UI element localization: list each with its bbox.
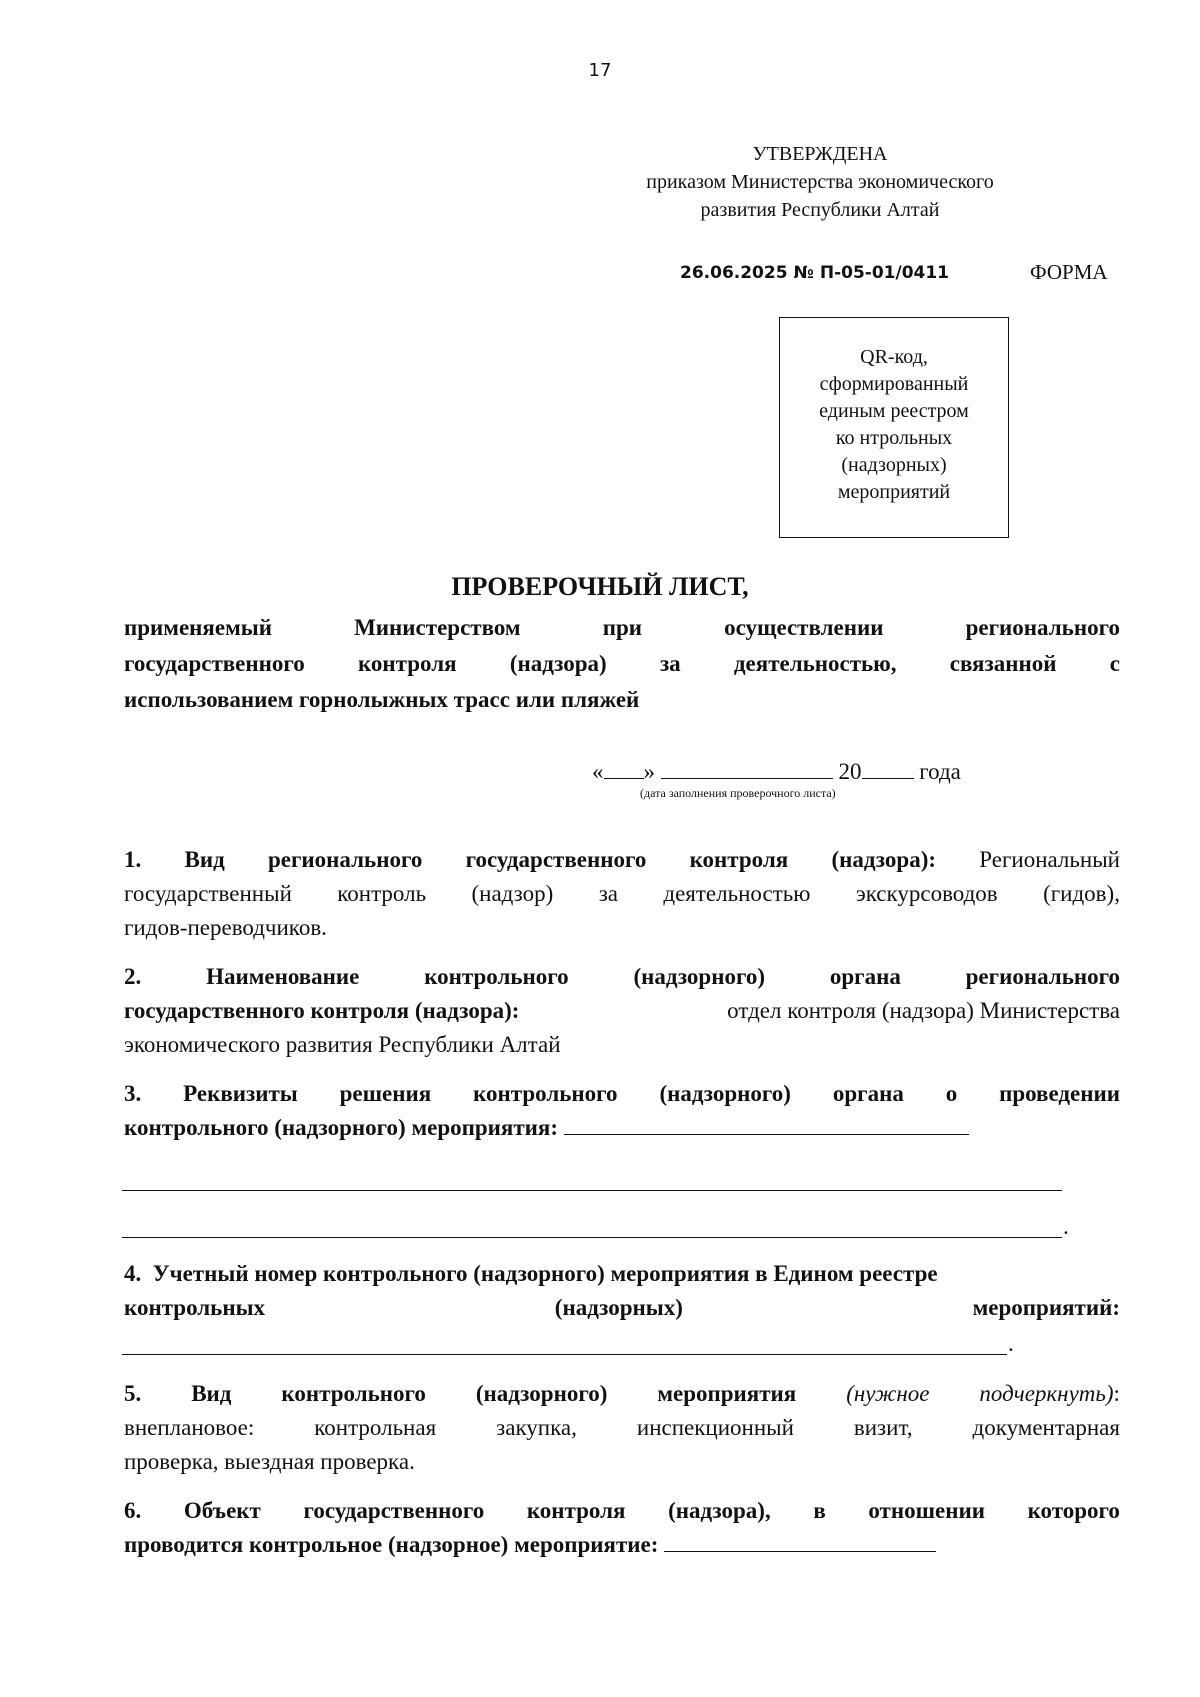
approval-stamp <box>560 140 1080 224</box>
s1-word: деятельностью <box>663 881 811 906</box>
s3-word: Реквизиты <box>183 1081 298 1106</box>
s4-line: 4. Учетный номер контрольного (надзорного) мероприятия в Едином реестре <box>124 1261 938 1286</box>
s4-word: мероприятий: <box>972 1295 1120 1320</box>
month-blank[interactable] <box>661 756 833 779</box>
s6-fill-blank[interactable] <box>664 1529 936 1552</box>
s3-word: органа <box>832 1081 904 1106</box>
s1-word: экскурсоводов <box>855 881 998 906</box>
subtitle-word: Министерством <box>354 615 521 640</box>
form-label: ФОРМА <box>1030 260 1108 284</box>
s4-fill-line[interactable] <box>122 1354 1007 1355</box>
s6-word: (надзора), <box>668 1498 771 1523</box>
s5-word: контрольного <box>281 1381 426 1406</box>
approval-line: приказом Министерства экономического <box>646 171 994 193</box>
s3-fill-blank[interactable] <box>564 1112 969 1135</box>
section-6 <box>124 1494 1120 1562</box>
s2-word: 2. <box>124 964 142 989</box>
s1-word: регионального <box>267 847 423 872</box>
s6-word: 6. <box>124 1498 142 1523</box>
document-subtitle <box>124 610 1120 718</box>
section-1 <box>124 843 1120 945</box>
section-2 <box>124 960 1120 1062</box>
s4-word: контрольных <box>124 1295 266 1320</box>
subtitle-word: с <box>1109 651 1120 676</box>
s5-word: инспекционный <box>636 1415 794 1440</box>
date-fill-line <box>592 756 961 785</box>
qr-text-line: сформированный <box>819 373 969 395</box>
approval-line: развития Республики Алтай <box>700 199 940 221</box>
s1-word: за <box>598 881 618 906</box>
s5-word: Вид <box>191 1381 232 1406</box>
s5-word: контрольная <box>314 1415 437 1440</box>
s1-word: (гидов), <box>1043 881 1120 906</box>
s1-word: контроля <box>689 847 789 872</box>
s1-word: (надзор) <box>471 881 554 906</box>
section-3 <box>124 1077 1120 1145</box>
s3-end-dot: . <box>1063 1214 1069 1239</box>
subtitle-word: контроля <box>357 651 457 676</box>
s1-word: контроль <box>337 881 427 906</box>
approval-line: УТВЕРЖДЕНА <box>752 143 888 165</box>
section-5 <box>124 1377 1120 1479</box>
s1-word: (надзора): <box>831 847 937 872</box>
day-blank[interactable] <box>604 756 644 779</box>
s5-word: (нужное <box>846 1381 930 1406</box>
s6-word: контроля <box>526 1498 626 1523</box>
s5-word: закупка, <box>496 1415 577 1440</box>
s3-word: контрольного <box>473 1081 618 1106</box>
order-reference: 26.06.2025 № П-05-01/0411 <box>680 263 950 283</box>
s2-phrase: отдел контроля (надзора) Министерства <box>727 998 1120 1023</box>
s6-word: государственного <box>303 1498 485 1523</box>
s3-line: контрольного (надзорного) мероприятия: <box>124 1115 559 1140</box>
s5-line: проверка, выездная проверка. <box>124 1449 415 1474</box>
close-quote: » <box>643 759 655 784</box>
qr-text-line: QR-код, <box>860 346 928 368</box>
qr-code-placeholder <box>779 317 1009 538</box>
s1-word: Региональный <box>979 847 1120 872</box>
s5-colon: : <box>1113 1381 1120 1406</box>
s6-word: которого <box>1027 1498 1120 1523</box>
subtitle-word: государственного <box>124 651 305 676</box>
s2-line: экономического развития Республики Алтай <box>124 1032 561 1057</box>
subtitle-word: применяемый <box>124 615 272 640</box>
s3-fill-line-3[interactable] <box>122 1237 1062 1238</box>
subtitle-word: деятельностью, <box>733 651 897 676</box>
s2-word: (надзорного) <box>633 964 766 989</box>
s1-word: государственного <box>465 847 647 872</box>
s2-word: Наименование <box>206 964 360 989</box>
s6-word: Объект <box>183 1498 261 1523</box>
subtitle-word: при <box>602 615 643 640</box>
s6-word: в <box>813 1498 826 1523</box>
page-number: 17 <box>588 60 612 81</box>
year-suffix: года <box>919 759 961 784</box>
s3-word: решения <box>339 1081 432 1106</box>
year-blank[interactable] <box>862 756 914 779</box>
subtitle-word: связанной <box>949 651 1057 676</box>
s5-word: документарная <box>972 1415 1120 1440</box>
subtitle-word: регионального <box>965 615 1120 640</box>
s2-word: регионального <box>965 964 1120 989</box>
s1-line: гидов-переводчиков. <box>124 915 327 940</box>
subtitle-word: за <box>659 651 681 676</box>
qr-text-line: единым реестром <box>819 400 969 422</box>
s5-word: подчеркнуть) <box>979 1381 1114 1406</box>
s3-word: проведении <box>999 1081 1120 1106</box>
s5-word: визит, <box>853 1415 913 1440</box>
s3-word: (надзорного) <box>659 1081 791 1106</box>
subtitle-line: использованием горнолыжных трасс или пляжей <box>124 687 640 712</box>
subtitle-word: (надзора) <box>509 651 607 676</box>
s2-word: контрольного <box>424 964 569 989</box>
s1-word: государственный <box>124 881 292 906</box>
s5-word: 5. <box>124 1381 142 1406</box>
date-caption: (дата заполнения проверочного листа) <box>640 786 836 800</box>
s6-word: отношении <box>868 1498 985 1523</box>
s1-word: Вид <box>184 847 225 872</box>
s2-bold-phrase: государственного контроля (надзора): <box>124 998 520 1023</box>
s5-word: (надзорного) <box>475 1381 608 1406</box>
s1-word: 1. <box>124 847 142 872</box>
document-title: ПРОВЕРОЧНЫЙ ЛИСТ, <box>451 572 749 601</box>
s5-word: мероприятия <box>657 1381 797 1406</box>
qr-text-line: мероприятий <box>837 481 951 503</box>
s2-word: органа <box>829 964 901 989</box>
s3-fill-line-2[interactable] <box>122 1190 1062 1191</box>
qr-text-line: ко нтрольных <box>835 427 953 449</box>
subtitle-word: осуществлении <box>724 615 884 640</box>
s3-word: 3. <box>124 1081 142 1106</box>
qr-text-line: (надзорных) <box>841 454 947 476</box>
s3-word: о <box>945 1081 958 1106</box>
s4-word: (надзорных) <box>554 1295 683 1320</box>
section-4 <box>124 1257 1120 1325</box>
open-quote: « <box>592 759 604 784</box>
s4-end-dot: . <box>1008 1331 1014 1356</box>
s5-word: внеплановое: <box>124 1415 255 1440</box>
year-prefix: 20 <box>838 759 862 784</box>
s6-line: проводится контрольное (надзорное) мероприятие: <box>124 1532 659 1557</box>
